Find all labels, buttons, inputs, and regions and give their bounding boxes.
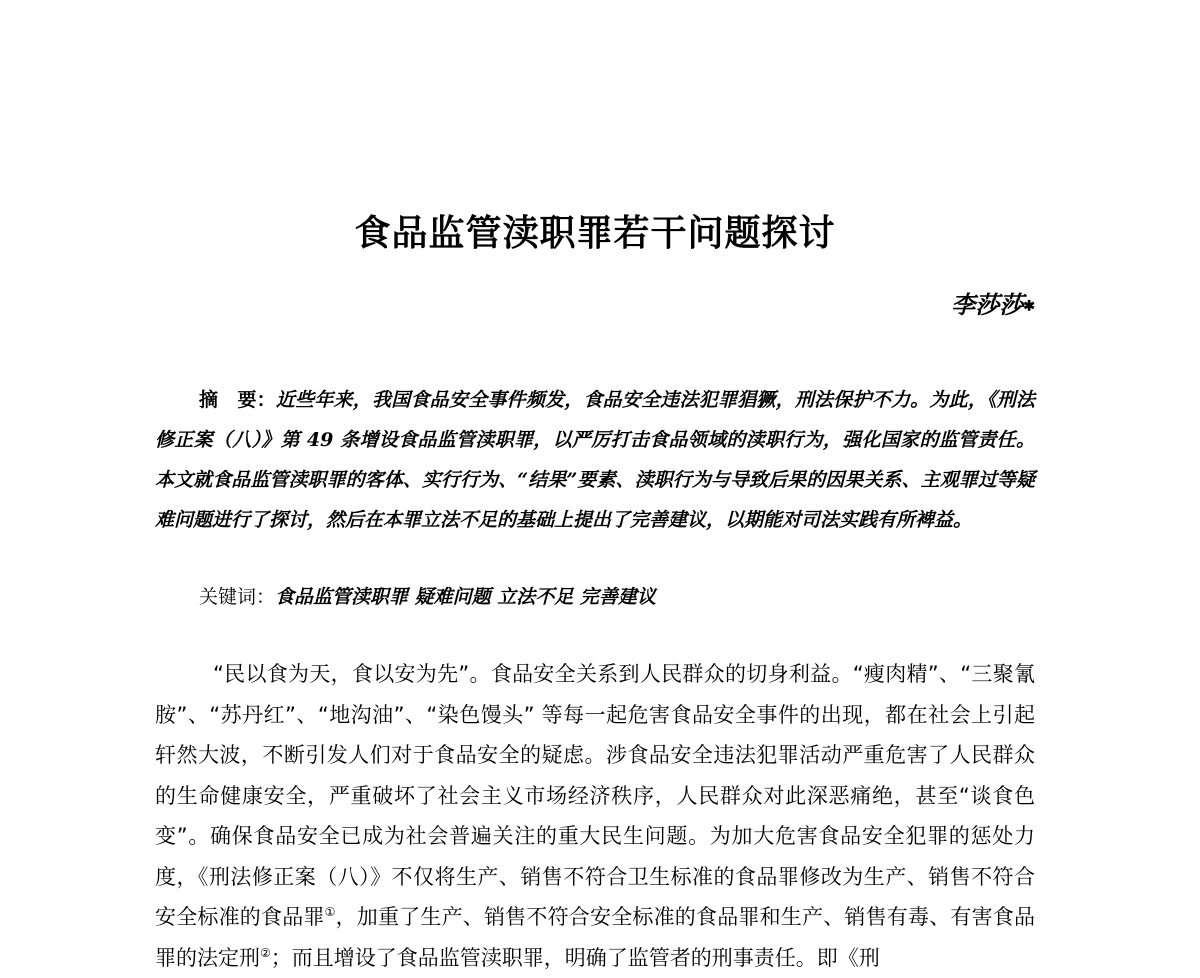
footnote-ref-1: ① (324, 905, 336, 919)
body-text-part-1: “民以食为天，食以安为先”。食品安全关系到人民群众的切身利益。“瘦肉精”、“三聚氰胺”、“苏丹红”、“地沟油”、“染色馒头” 等每一起危害食品安全事件的出现，都在社会上引起轩然大波，不断引发人们对于食品安全的疑虑。涉食品安全违法犯罪活动严重危害了人民群众的生命健康安全，严重破坏了社会主义市场经济秩序，人民群众对此深恶痛绝，甚至“谈食色变”。确保食品安全已成为社会普遍关注的重大民生问题。为加大危害食品安全犯罪的惩处力度，《刑法修正案（八）》不仅将生产、销售不符合卫生标准的食品罪修改为生产、销售不符合安全标准的食品罪 (155, 662, 1035, 929)
keywords-text: 食品监管渎职罪 疑难问题 立法不足 完善建议 (275, 586, 656, 608)
footnote-ref-2: ② (260, 945, 271, 960)
author-line (951, 285, 1035, 320)
body-text-part-3: ；而且增设了食品监管渎职罪，明确了监管者的刑事责任。即《刑 (270, 945, 880, 970)
abstract-text: 近些年来，我国食品安全事件频发，食品安全违法犯罪猖獗，刑法保护不力。为此，《刑法修正案（八）》第 49 条增设食品监管渎职罪，以严厉打击食品领域的渎职行为，强化国家的监管责任。本文就食品监管渎职罪的客体、实行行为、“结果”要素、渎职行为与导致后果的因果关系、主观罪过等疑难问题进行了探讨，然后在本罪立法不足的基础上提出了完善建议，以期能对司法实践有所裨益。 (155, 389, 1035, 531)
keywords-line (199, 577, 1039, 617)
body-text-part-2: ，加重了生产、销售不符合安全标准的食品罪和生产、销售有毒、有害食品罪的法定刑 (155, 905, 1036, 970)
abstract-label: 摘 要： (199, 389, 276, 411)
author-footnote-mark: ✱ (1023, 298, 1035, 315)
abstract-paragraph (155, 380, 1035, 540)
article-title: 食品监管渎职罪若干问题探讨 (354, 213, 836, 254)
keywords-label: 关键词： (199, 586, 276, 608)
author-name: 李莎莎 (951, 290, 1024, 319)
body-paragraph (155, 654, 1035, 978)
